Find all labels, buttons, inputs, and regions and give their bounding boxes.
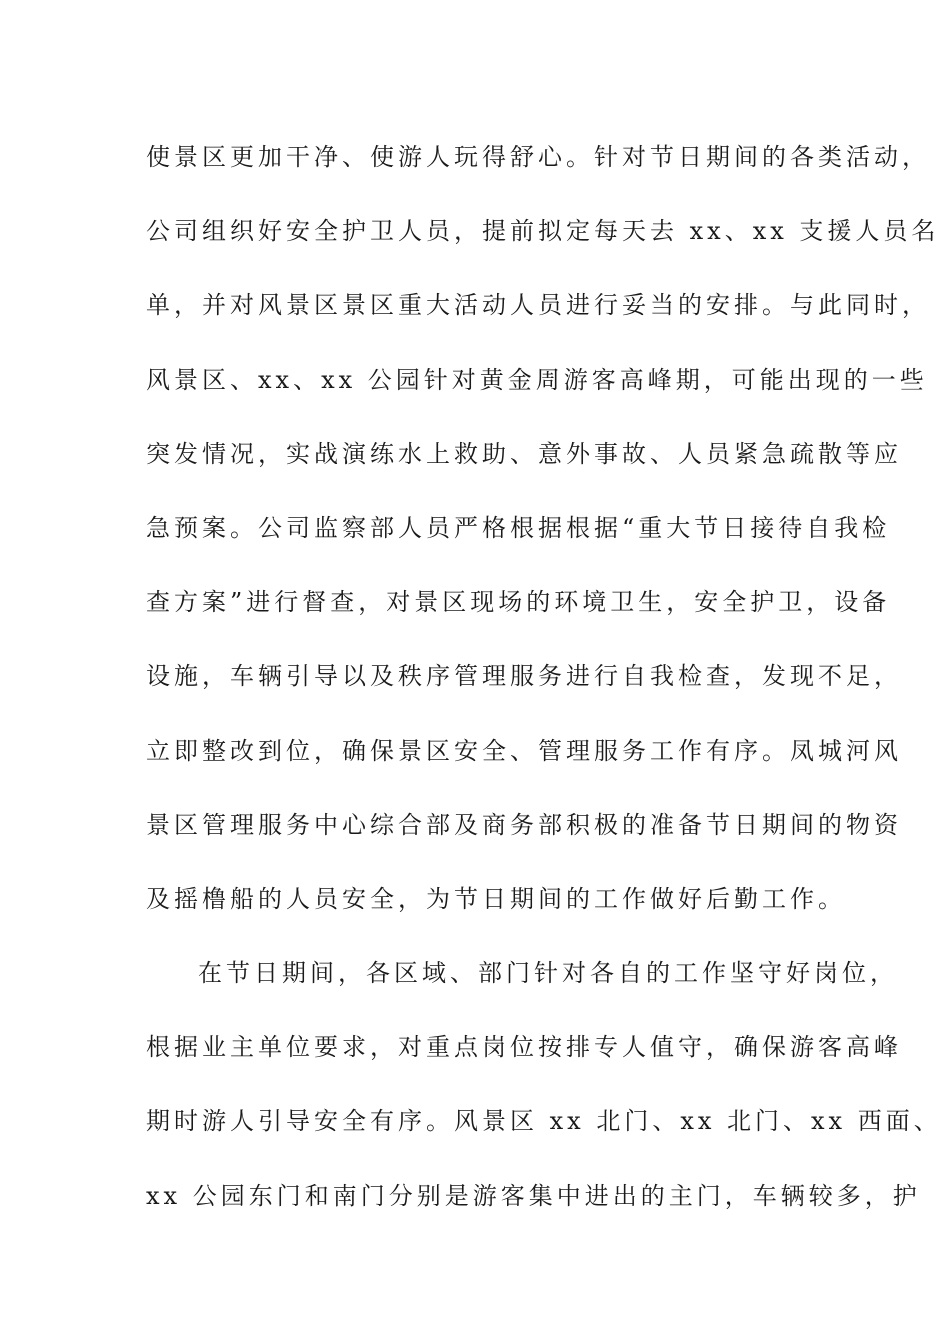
text-line: xx 公园东门和南门分别是游客集中进出的主门，车辆较多，护 bbox=[146, 1181, 921, 1210]
text-line: 景区管理服务中心综合部及商务部积极的准备节日期间的物资 bbox=[146, 810, 902, 839]
text-line: 风景区、xx、xx 公园针对黄金周游客高峰期，可能出现的一些 bbox=[146, 365, 928, 394]
text-line: 及摇橹船的人员安全，为节日期间的工作做好后勤工作。 bbox=[146, 884, 846, 913]
text-line: 在节日期间，各区域、部门针对各自的工作坚守好岗位， bbox=[198, 959, 898, 988]
paragraph-1 bbox=[146, 132, 940, 948]
text-line: 使景区更加干净、使游人玩得舒心。针对节日期间的各类活动， bbox=[146, 143, 930, 171]
text-line: 急预案。公司监察部人员严格根据根据“重大节日接待自我检 bbox=[146, 513, 891, 542]
text-line: 根据业主单位要求，对重点岗位按排专人值守，确保游客高峰 bbox=[146, 1033, 902, 1062]
text-line: 期时游人引导安全有序。风景区 xx 北门、xx 北门、xx 西面、 bbox=[146, 1107, 942, 1136]
paragraph-2 bbox=[146, 948, 942, 1245]
text-line: 突发情况，实战演练水上救助、意外事故、人员紧急疏散等应 bbox=[146, 439, 902, 468]
text-line: 查方案”进行督查，对景区现场的环境卫生，安全护卫，设备 bbox=[146, 588, 891, 617]
text-line: 单，并对风景区景区重大活动人员进行妥当的安排。与此同时， bbox=[146, 291, 930, 320]
document-body bbox=[146, 132, 942, 1245]
text-line: 立即整改到位，确保景区安全、管理服务工作有序。凤城河风 bbox=[146, 736, 902, 765]
text-line: 设施，车辆引导以及秩序管理服务进行自我检查，发现不足， bbox=[146, 662, 902, 691]
text-line: 公司组织好安全护卫人员，提前拟定每天去 xx、xx 支援人员名 bbox=[146, 217, 940, 246]
